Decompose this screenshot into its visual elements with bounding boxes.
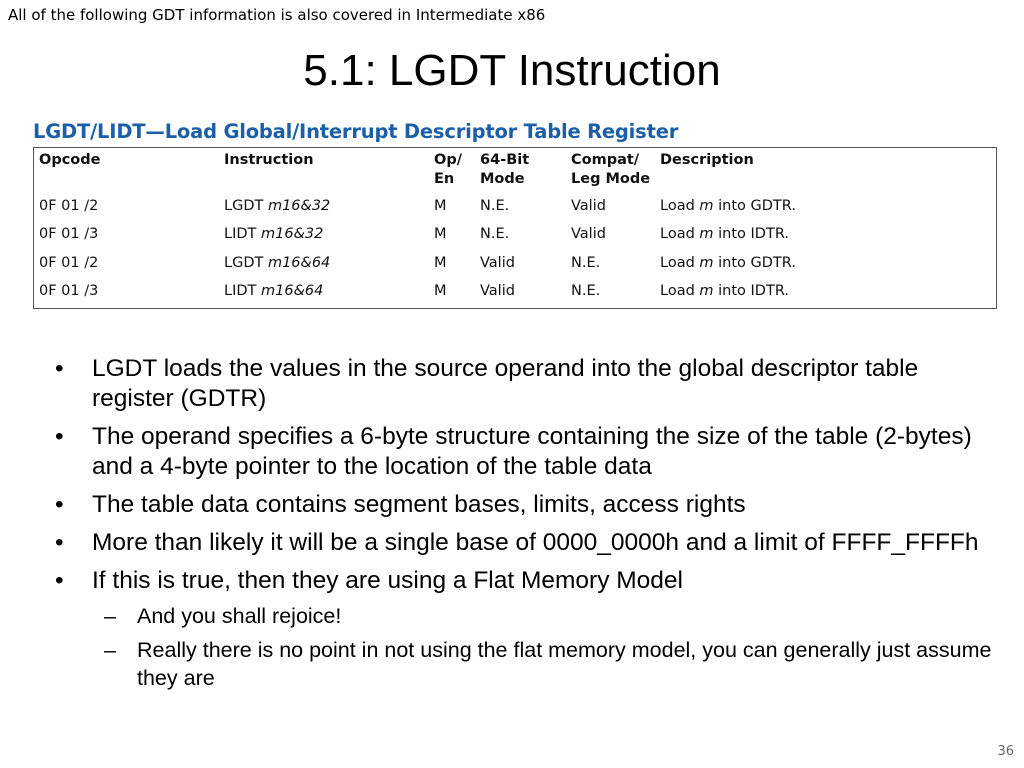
desc-m: m [699,283,714,299]
sub-bullet-item: – Really there is no point in not using the flat memory model, you can generally just assume they are [92,636,995,692]
header-description: Description [660,152,754,168]
desc-post: into IDTR. [718,226,789,242]
table-cell-open: M [434,255,447,271]
instr-operand: m16&64 [261,283,324,299]
sub-bullet-list [92,602,995,692]
bullet-item [55,566,995,692]
bullet-item: • The operand specifies a 6-byte structure containing the size of the table (2-bytes) and a 4-byte pointer to the location of the table data [55,422,995,482]
instruction-table [33,147,997,309]
sub-bullet-item: – And you shall rejoice! [92,602,995,630]
table-cell-instruction [224,198,330,214]
table-cell-instruction [224,226,323,242]
header-opcode: Opcode [39,152,101,168]
table-cell-compat: Valid [571,198,606,214]
instr-operand: m16&32 [261,226,324,242]
bullet-item: • The table data contains segment bases, limits, access rights [55,490,995,520]
header-open-line1: Op/ [434,152,463,168]
header-compat-line1: Compat/ [571,152,640,168]
table-cell-64bit: N.E. [480,198,510,214]
table-cell-open: M [434,198,447,214]
slide-title: 5.1: LGDT Instruction [303,46,721,95]
table-cell-64bit: Valid [480,255,515,271]
header-open [434,151,462,189]
table-cell-instruction [224,283,323,299]
desc-m: m [699,226,714,242]
table-cell-open: M [434,226,447,242]
table-cell-opcode: 0F 01 /3 [39,283,99,299]
instr-mnemonic: LGDT [224,198,264,214]
table-cell-compat: N.E. [571,255,601,271]
instr-operand: m16&64 [267,255,331,271]
instr-mnemonic: LIDT [224,283,257,299]
table-cell-64bit: N.E. [480,226,510,242]
desc-post: into GDTR. [718,255,796,271]
header-compat-line2: Leg Mode [571,171,651,187]
top-note: All of the following GDT information is also covered in Intermediate x86 [8,6,546,24]
header-64bit-line1: 64-Bit [480,152,530,168]
desc-pre: Load [660,226,695,242]
desc-pre: Load [660,283,695,299]
instr-mnemonic: LIDT [224,226,257,242]
table-cell-description [660,198,796,214]
bullet-list [55,354,995,700]
desc-m: m [699,198,714,214]
desc-post: into IDTR. [718,283,789,299]
desc-post: into GDTR. [718,198,796,214]
header-64bit-mode [480,151,529,189]
table-cell-description [660,255,796,271]
desc-pre: Load [660,198,695,214]
table-cell-opcode: 0F 01 /2 [39,198,99,214]
table-cell-opcode: 0F 01 /2 [39,255,99,271]
bullet-item: • More than likely it will be a single base of 0000_0000h and a limit of FFFF_FFFFh [55,528,995,558]
table-heading: LGDT/LIDT—Load Global/Interrupt Descriptor Table Register [33,120,679,143]
table-cell-64bit: Valid [480,283,515,299]
table-cell-compat: N.E. [571,283,601,299]
header-open-line2: En [434,171,455,187]
header-64bit-line2: Mode [480,171,525,187]
table-cell-instruction [224,255,330,271]
table-cell-opcode: 0F 01 /3 [39,226,99,242]
instr-mnemonic: LGDT [224,255,264,271]
header-compat-mode [571,151,650,189]
table-cell-open: M [434,283,447,299]
desc-m: m [699,255,714,271]
table-cell-compat: Valid [571,226,606,242]
instr-operand: m16&32 [267,198,331,214]
bullet-text: If this is true, then they are using a Flat Memory Model [92,567,683,594]
page-number: 36 [997,744,1014,759]
table-cell-description [660,226,789,242]
header-instruction: Instruction [224,152,314,168]
bullet-item: • LGDT loads the values in the source operand into the global descriptor table register (GDTR) [55,354,995,414]
table-cell-description [660,283,789,299]
desc-pre: Load [660,255,695,271]
